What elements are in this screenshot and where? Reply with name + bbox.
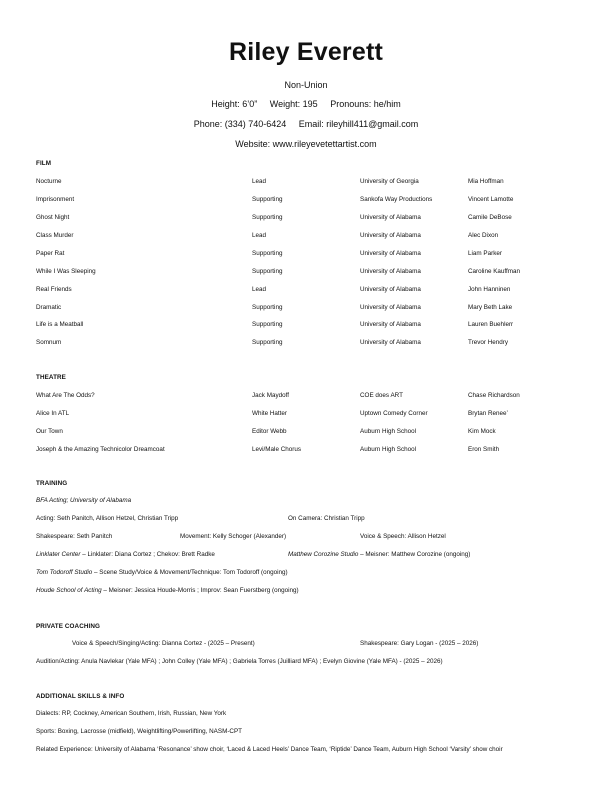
show-title: Joseph & the Amazing Technicolor Dreamcoat	[36, 446, 165, 453]
film-section-title: FILM	[36, 160, 52, 167]
film-title: Paper Rat	[36, 250, 65, 257]
studio-detail: – Scene Study/Voice & Movement/Technique: Tom Todoroff (ongoing)	[92, 569, 288, 576]
coaching-section-title: PRIVATE COACHING	[36, 623, 100, 630]
studio-name: Tom Todoroff Studio	[36, 569, 93, 576]
film-role: Supporting	[252, 268, 283, 275]
training-todoroff	[36, 569, 288, 576]
show-venue: COE does ART	[360, 392, 403, 399]
film-company: University of Alabama	[360, 250, 421, 257]
skills-related-experience: Related Experience: University of Alabama ‘Resonance’ show choir, ‘Laced & Laced Heels’ Dance Team, ‘Riptide’ Dance Team, Auburn High School ‘Varsity’ show choir	[36, 746, 503, 753]
studio-detail: – Meisner: Jessica Houde-Morris ; Improv: Sean Fuerstberg (ongoing)	[101, 587, 299, 594]
coaching-shakespeare: Shakespeare: Gary Logan - (2025 – 2026)	[360, 640, 479, 647]
show-title: Alice In ATL	[36, 410, 70, 417]
show-director: Kim Mock	[468, 428, 496, 435]
film-row	[0, 321, 612, 331]
union-status: Non-Union	[284, 80, 328, 90]
studio-name: Houde School of Acting	[36, 587, 102, 594]
height: Height: 6’0”	[211, 99, 258, 109]
training-section-title: TRAINING	[36, 480, 68, 487]
film-title: Dramatic	[36, 304, 62, 311]
skills-section-title: ADDITIONAL SKILLS & INFO	[36, 693, 125, 700]
actor-name: Riley Everett	[228, 38, 384, 66]
show-venue: Auburn High School	[360, 446, 417, 453]
training-movement: Movement: Kelly Schoger (Alexander)	[180, 533, 287, 540]
film-company: University of Alabama	[360, 304, 421, 311]
show-director: Brytan Renee’	[468, 410, 508, 417]
film-title: Real Friends	[36, 286, 72, 293]
film-row	[0, 178, 612, 188]
studio-name: Linklater Center	[36, 551, 81, 558]
email: Email: rileyhill411@gmail.com	[298, 119, 419, 129]
film-row	[0, 304, 612, 314]
studio-detail: – Linklater: Diana Cortez ; Chekov: Brett Radke	[80, 551, 215, 558]
weight: Weight: 195	[269, 99, 318, 109]
film-company: University of Alabama	[360, 268, 421, 275]
film-title: Imprisonment	[36, 196, 75, 203]
training-acting: Acting: Seth Panitch, Allison Hetzel, Christian Tripp	[36, 515, 179, 522]
film-role: Supporting	[252, 214, 283, 221]
film-row	[0, 214, 612, 224]
coaching-audition: Audition/Acting: Anula Navlekar (Yale MFA) ; John Colley (Yale MFA) ; Gabriela Torres (Juilliard MFA) ; Evelyn Giovine (Yale MFA) - (2025 – 2026)	[36, 658, 443, 665]
show-director: Chase Richardson	[468, 392, 520, 399]
theatre-section-title: THEATRE	[36, 374, 66, 381]
film-row	[0, 250, 612, 260]
studio-name: Matthew Corozine Studio	[288, 551, 359, 558]
film-title: While I Was Sleeping	[36, 268, 96, 275]
show-title: What Are The Odds?	[36, 392, 95, 399]
film-title: Life is a Meatball	[36, 321, 84, 328]
film-company: University of Alabama	[360, 214, 421, 221]
coaching-voice: Voice & Speech/Singing/Acting: Dianna Cortez - (2025 – Present)	[72, 640, 255, 647]
film-title: Somnum	[36, 339, 62, 346]
film-director: John Hanninen	[468, 286, 511, 293]
contact-line	[0, 119, 612, 129]
film-role: Supporting	[252, 250, 283, 257]
film-director: Alec Dixon	[468, 232, 499, 239]
training-voice: Voice & Speech: Allison Hetzel	[360, 533, 446, 540]
theatre-row	[0, 410, 612, 420]
film-row	[0, 286, 612, 296]
training-linklater	[36, 551, 215, 558]
film-director: Trevor Hendry	[468, 339, 509, 346]
show-role: White Hatter	[252, 410, 287, 417]
theatre-row	[0, 392, 612, 402]
show-venue: Uptown Comedy Corner	[360, 410, 428, 417]
film-director: Mary Beth Lake	[468, 304, 513, 311]
phone: Phone: (334) 740-6424	[193, 119, 287, 129]
show-venue: Auburn High School	[360, 428, 417, 435]
theatre-row	[0, 446, 612, 456]
show-role: Editor Webb	[252, 428, 287, 435]
film-row	[0, 232, 612, 242]
website: Website: www.rileyevetettartist.com	[235, 139, 377, 149]
training-degree: BFA Acting; University of Alabama	[36, 497, 132, 504]
film-director: Mia Hoffman	[468, 178, 504, 185]
film-director: Caroline Kauffman	[468, 268, 521, 275]
skills-sports: Sports: Boxing, Lacrosse (midfield), Weightlifting/Powerlifting, NASM-CPT	[36, 728, 243, 735]
show-title: Our Town	[36, 428, 63, 435]
film-director: Lauren Buehlerr	[468, 321, 514, 328]
film-company: University of Alabama	[360, 232, 421, 239]
show-role: Levi/Male Chorus	[252, 446, 301, 453]
film-role: Lead	[252, 178, 267, 185]
theatre-row	[0, 428, 612, 438]
film-role: Supporting	[252, 196, 283, 203]
film-company: University of Alabama	[360, 339, 421, 346]
skills-dialects: Dialects: RP, Cockney, American Southern, Irish, Russian, New York	[36, 710, 227, 717]
film-company: University of Alabama	[360, 321, 421, 328]
training-corozine	[288, 551, 470, 558]
film-director: Liam Parker	[468, 250, 502, 257]
film-title: Class Murder	[36, 232, 74, 239]
film-company: Sankofa Way Productions	[360, 196, 433, 203]
film-title: Nocturne	[36, 178, 62, 185]
film-role: Supporting	[252, 304, 283, 311]
training-shakespeare: Shakespeare: Seth Panitch	[36, 533, 113, 540]
training-houde	[36, 587, 299, 594]
show-director: Eron Smith	[468, 446, 500, 453]
pronouns: Pronouns: he/him	[330, 99, 401, 109]
studio-detail: – Meisner: Matthew Corozine (ongoing)	[358, 551, 471, 558]
film-role: Lead	[252, 232, 267, 239]
film-role: Supporting	[252, 339, 283, 346]
film-director: Vincent Lamotte	[468, 196, 514, 203]
film-company: University of Alabama	[360, 286, 421, 293]
film-title: Ghost Night	[36, 214, 70, 221]
film-director: Camile DeBose	[468, 214, 512, 221]
film-row	[0, 268, 612, 278]
stats-line	[0, 99, 612, 109]
film-role: Lead	[252, 286, 267, 293]
show-role: Jack Maydoff	[252, 392, 289, 399]
training-on-camera: On Camera: Christian Tripp	[288, 515, 365, 522]
film-row	[0, 196, 612, 206]
film-row	[0, 339, 612, 349]
film-company: University of Georgia	[360, 178, 419, 185]
film-role: Supporting	[252, 321, 283, 328]
